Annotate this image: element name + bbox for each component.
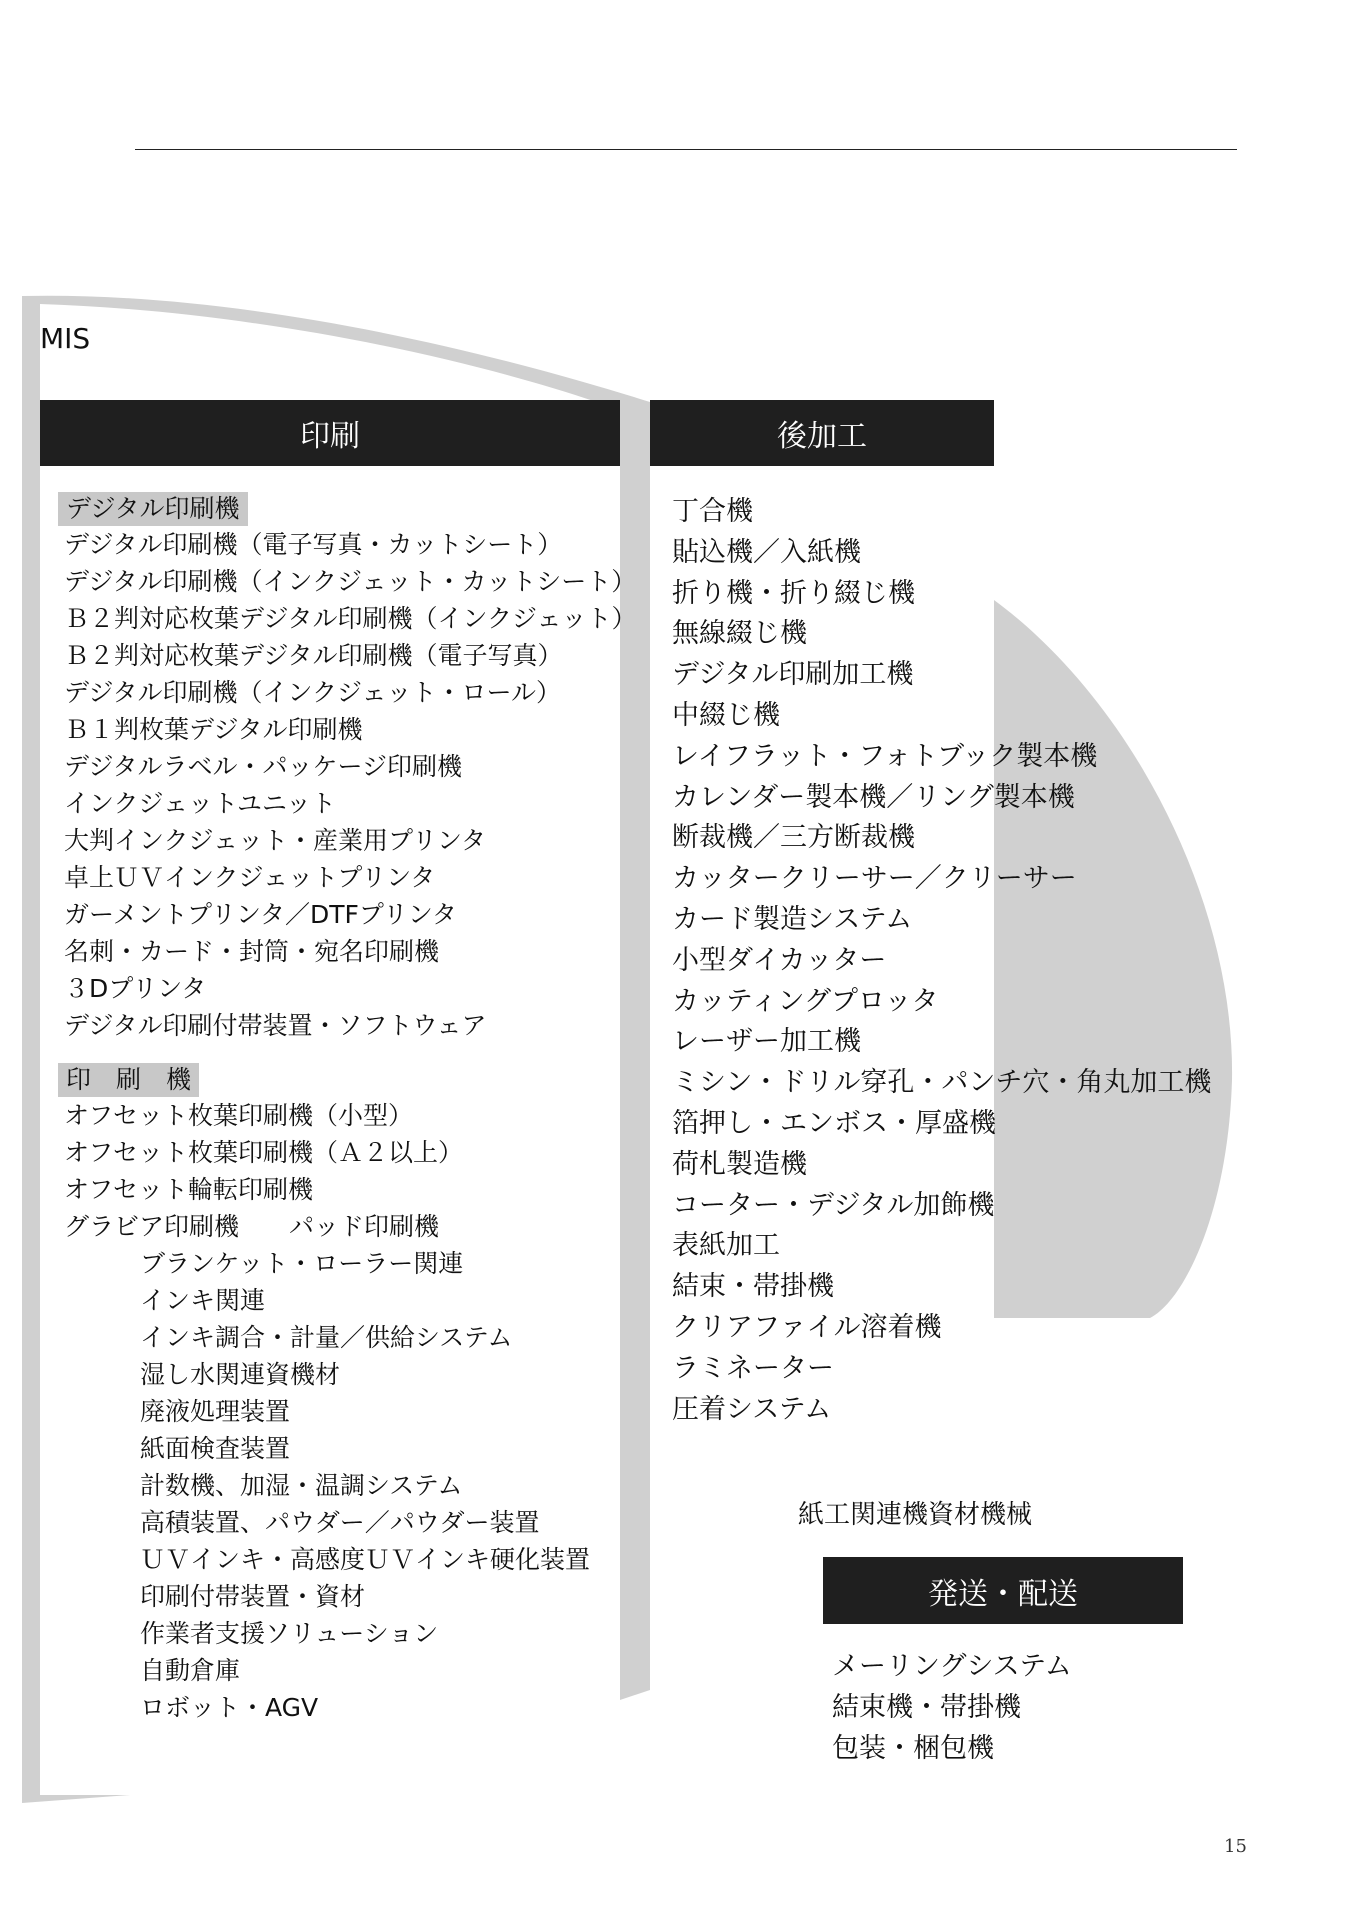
list-item: 結束・帯掛機 xyxy=(672,1271,834,1303)
list-item: コーター・デジタル加飾機 xyxy=(672,1189,995,1221)
list-item: 名刺・カード・封筒・宛名印刷機 xyxy=(64,937,440,966)
press-list xyxy=(64,1097,590,1245)
mis-label: MIS xyxy=(40,322,91,355)
list-item: インクジェットユニット xyxy=(64,789,337,818)
list-item: 湿し水関連資機材 xyxy=(140,1360,341,1389)
list-item: カード製造システム xyxy=(672,903,913,935)
list-item: デジタル印刷機（インクジェット・ロール） xyxy=(64,678,562,707)
list-item: レーザー加工機 xyxy=(672,1026,861,1058)
press-sub-list xyxy=(64,1245,590,1726)
digital-printing-label: デジタル印刷機 xyxy=(58,492,248,526)
list-item: オフセット輪転印刷機 xyxy=(64,1175,314,1204)
list-item: 廃液処理装置 xyxy=(140,1397,291,1426)
print-header-label: 印刷 xyxy=(300,419,360,454)
postpress-list xyxy=(672,492,1211,1430)
list-item: メーリングシステム xyxy=(832,1651,1072,1682)
list-item: 荷札製造機 xyxy=(672,1148,807,1180)
list-item: 圧着システム xyxy=(672,1393,832,1425)
list-item: ガーメントプリンタ／DTFプリンタ xyxy=(64,900,457,929)
list-item: 自動倉庫 xyxy=(140,1656,241,1685)
list-item: カレンダー製本機／リング製本機 xyxy=(672,781,1075,813)
page-number: 15 xyxy=(1224,1836,1247,1857)
shipping-header xyxy=(823,1557,1183,1624)
list-item: グラビア印刷機 パッド印刷機 xyxy=(64,1212,440,1241)
list-item: ロボット・AGV xyxy=(140,1693,319,1722)
list-item: ラミネーター xyxy=(672,1352,834,1384)
list-item: 箔押し・エンボス・厚盛機 xyxy=(672,1107,996,1139)
list-item: Ｂ２判対応枚葉デジタル印刷機（インクジェット） xyxy=(64,604,637,633)
shipping-header-label: 発送・配送 xyxy=(928,1576,1078,1612)
digital-printing-group xyxy=(64,492,637,1044)
list-item: デジタル印刷加工機 xyxy=(672,659,914,691)
list-item: レイフラット・フォトブック製本機 xyxy=(672,740,1098,772)
list-item: ミシン・ドリル穿孔・パンチ穴・角丸加工機 xyxy=(672,1067,1212,1099)
list-item: Ｂ２判対応枚葉デジタル印刷機（電子写真） xyxy=(64,641,563,670)
list-item: デジタルラベル・パッケージ印刷機 xyxy=(64,752,463,781)
list-item: 作業者支援ソリューション xyxy=(140,1619,439,1648)
list-item: 無線綴じ機 xyxy=(672,618,807,650)
list-item: カッティングプロッタ xyxy=(672,985,939,1017)
list-item: デジタル印刷機（インクジェット・カットシート） xyxy=(64,567,637,596)
list-item: 高積装置、パウダー／パウダー装置 xyxy=(140,1508,540,1537)
list-item: ３Dプリンタ xyxy=(64,974,207,1003)
list-item: インキ調合・計量／供給システム xyxy=(140,1323,513,1352)
list-item: 包装・梱包機 xyxy=(832,1733,994,1764)
press-group xyxy=(64,1063,590,1726)
list-item: 折り機・折り綴じ機 xyxy=(672,577,915,609)
list-item: 大判インクジェット・産業用プリンタ xyxy=(64,826,487,855)
list-item: オフセット枚葉印刷機（Ａ２以上） xyxy=(64,1138,464,1167)
list-item: デジタル印刷機（電子写真・カットシート） xyxy=(64,530,563,559)
list-item: Ｂ１判枚葉デジタル印刷機 xyxy=(64,715,363,744)
list-item: 断裁機／三方断裁機 xyxy=(672,822,915,854)
postpress-header-label: 後加工 xyxy=(777,419,867,454)
list-item: インキ関連 xyxy=(140,1286,266,1315)
list-item: 紙面検査装置 xyxy=(140,1434,291,1463)
list-item: 卓上ＵＶインクジェットプリンタ xyxy=(64,863,436,892)
list-item: 表紙加工 xyxy=(672,1230,780,1262)
list-item: デジタル印刷付帯装置・ソフトウェア xyxy=(64,1011,487,1040)
list-item: カッタークリーサー／クリーサー xyxy=(672,863,1077,895)
list-item: 中綴じ機 xyxy=(672,699,780,731)
postpress-header xyxy=(650,400,994,466)
list-item: 小型ダイカッター xyxy=(672,944,887,976)
list-item: オフセット枚葉印刷機（小型） xyxy=(64,1101,414,1130)
press-label: 印 刷 機 xyxy=(58,1063,199,1097)
list-item: ＵＶインキ・高感度ＵＶインキ硬化装置 xyxy=(140,1545,591,1574)
print-header xyxy=(40,400,620,466)
list-item: クリアファイル溶着機 xyxy=(672,1311,942,1343)
list-item: 貼込機／入紙機 xyxy=(672,536,861,568)
list-item: 丁合機 xyxy=(672,496,753,527)
list-item: 結束機・帯掛機 xyxy=(832,1692,1021,1723)
shipping-list xyxy=(832,1646,1072,1769)
paper-converting-label: 紙工関連機資材機械 xyxy=(798,1500,1033,1530)
list-item: 計数機、加湿・温調システム xyxy=(140,1471,463,1500)
list-item: ブランケット・ローラー関連 xyxy=(140,1249,464,1278)
digital-printing-list xyxy=(64,526,637,1044)
list-item: 印刷付帯装置・資材 xyxy=(140,1582,366,1611)
